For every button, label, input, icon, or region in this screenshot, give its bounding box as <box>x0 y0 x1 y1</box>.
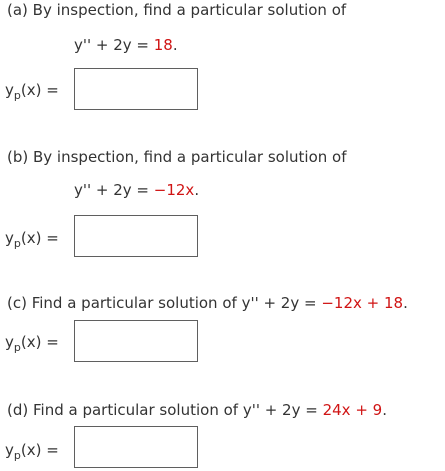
part-a-answer-prefix: y <box>5 81 14 99</box>
part-d-answer-prefix: y <box>5 441 14 459</box>
part-a-equation-lhs: y'' + 2y = <box>74 36 154 54</box>
part-d-answer-sub: p <box>13 449 21 462</box>
part-d-answer-suffix: (x) = <box>20 441 59 459</box>
part-c-answer-prefix: y <box>5 333 14 351</box>
part-c-title-prefix: (c) Find a particular solution of <box>7 294 242 312</box>
part-a-answer-suffix: (x) = <box>20 81 59 99</box>
part-a-equation-rhs: 18 <box>153 36 173 54</box>
part-b-equation <box>74 180 199 200</box>
part-b-answer-input[interactable] <box>74 215 198 257</box>
part-d-title <box>7 400 387 420</box>
part-a-equation <box>74 35 178 55</box>
part-c-equation-rhs: −12x + 18 <box>321 294 404 312</box>
part-b-title: (b) By inspection, find a particular solution of <box>7 148 347 166</box>
part-c-title <box>7 293 408 313</box>
part-b-equation-rhs: −12x <box>153 181 195 199</box>
part-a-answer-input[interactable] <box>74 68 198 110</box>
part-c-answer-input[interactable] <box>74 320 198 362</box>
part-b-answer-label <box>5 228 59 248</box>
part-d-equation-lhs: y'' + 2y = <box>242 401 323 419</box>
part-a-equation-end: . <box>172 36 178 54</box>
part-b-answer-prefix: y <box>5 229 14 247</box>
part-d-answer-input[interactable] <box>74 426 198 468</box>
part-b-answer-suffix: (x) = <box>20 229 59 247</box>
part-b-equation-end: . <box>194 181 200 199</box>
part-b-equation-lhs: y'' + 2y = <box>74 181 154 199</box>
part-c-answer-sub: p <box>13 341 21 354</box>
part-d-title-prefix: (d) Find a particular solution of <box>7 401 243 419</box>
part-a-answer-sub: p <box>13 89 21 102</box>
part-c-equation-lhs: y'' + 2y = <box>241 294 322 312</box>
part-c-answer-suffix: (x) = <box>20 333 59 351</box>
part-b-answer-sub: p <box>13 237 21 250</box>
part-a-title: (a) By inspection, find a particular solution of <box>7 1 347 19</box>
part-d-equation-end: . <box>382 401 387 419</box>
part-d-equation-rhs: 24x + 9 <box>322 401 383 419</box>
part-c-answer-label <box>5 332 59 352</box>
part-a-answer-label <box>5 80 59 100</box>
part-c-equation-end: . <box>403 294 408 312</box>
part-d-answer-label <box>5 440 59 460</box>
